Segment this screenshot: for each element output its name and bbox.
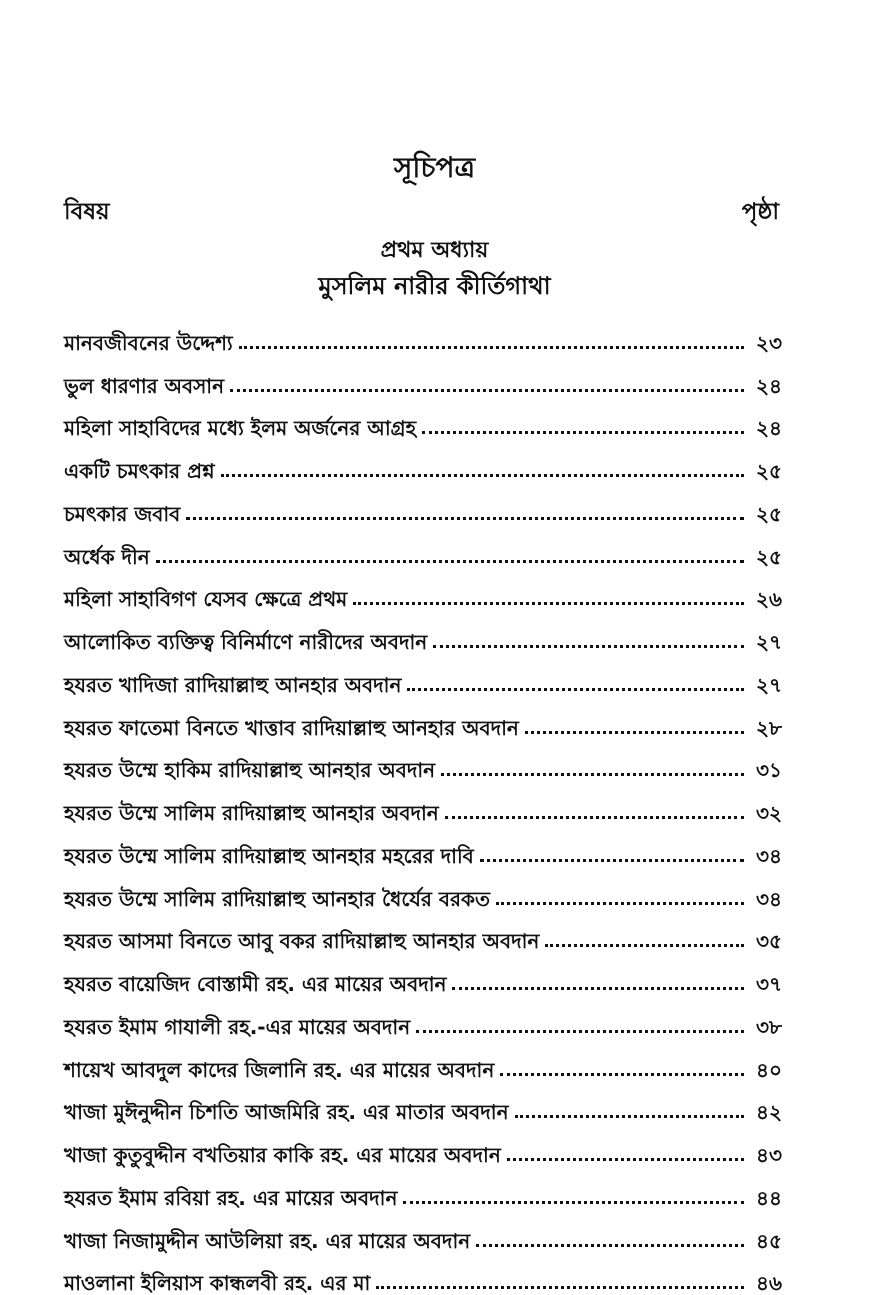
dot-leader (515, 1115, 744, 1118)
toc-entry-title: খাজা মুঈনুদ্দীন চিশতি আজমিরি রহ. এর মাতার অবদান (64, 1100, 515, 1124)
toc-entry-title: মহিলা সাহাবিদের মধ্যে ইলম অর্জনের আগ্রহ (64, 416, 422, 440)
toc-entry-page: ২৭ (744, 630, 782, 654)
toc-entry-title: হযরত ইমাম রবিয়া রহ. এর মায়ের অবদান (64, 1186, 403, 1210)
toc-entry-title: হযরত ইমাম গাযালী রহ.-এর মায়ের অবদান (64, 1015, 416, 1039)
dot-leader (500, 1073, 744, 1076)
toc-entry-page: ৩১ (744, 758, 782, 782)
toc-entry (64, 996, 782, 1039)
dot-leader (230, 389, 744, 392)
dot-leader (496, 902, 744, 905)
dot-leader (507, 1158, 744, 1161)
dot-leader (239, 346, 744, 349)
chapter-name: মুসলিম নারীর কীর্তিগাথা (0, 268, 869, 308)
dot-leader (545, 944, 744, 947)
toc-entry-title: একটি চমৎকার প্রশ্ন (64, 459, 221, 483)
toc-entry-page: ২৭ (744, 673, 782, 697)
toc-entry-page: ৪৫ (744, 1229, 782, 1253)
toc-entry-page: ২৮ (744, 716, 782, 740)
toc-entry-page: ২৪ (744, 416, 782, 440)
toc-entry-title: ভুল ধারণার অবসান (64, 374, 230, 398)
toc-entry-title: হযরত আসমা বিনতে আবু বকর রাদিয়াল্লাহু আনহার অবদান (64, 929, 545, 953)
toc-entry (64, 868, 782, 911)
dot-leader (353, 602, 744, 605)
column-header-page: পৃষ্ঠা (742, 193, 779, 232)
toc-entry-title: হযরত উম্মে সালিম রাদিয়াল্লাহু আনহার অবদান (64, 801, 445, 825)
dot-leader (422, 431, 744, 434)
toc-entry-page: ৩৭ (744, 972, 782, 996)
dot-leader (221, 474, 744, 477)
dot-leader (445, 816, 744, 819)
toc-entry (64, 782, 782, 825)
toc-entry-title: অর্ধেক দীন (64, 545, 156, 569)
toc-entry-page: ৪৩ (744, 1143, 782, 1167)
dot-leader (433, 645, 744, 648)
toc-entry (64, 569, 782, 612)
toc-entry (64, 312, 782, 355)
toc-entry (64, 953, 782, 996)
toc-entry-title: খাজা নিজামুদ্দীন আউলিয়া রহ. এর মায়ের অবদান (64, 1229, 476, 1253)
page-title: সূচিপত্র (0, 146, 869, 193)
toc-entry (64, 526, 782, 569)
toc-entry (64, 398, 782, 441)
toc-entry (64, 440, 782, 483)
dot-leader (476, 1244, 744, 1247)
dot-leader (186, 517, 744, 520)
toc-entry-page: ৪০ (744, 1058, 782, 1082)
dot-leader (441, 773, 744, 776)
toc-list (64, 312, 782, 1295)
dot-leader (376, 1286, 744, 1289)
dot-leader (407, 688, 744, 691)
toc-entry-page: ২৪ (744, 374, 782, 398)
toc-entry-page: ৪৪ (744, 1186, 782, 1210)
toc-entry-title: মহিলা সাহাবিগণ যেসব ক্ষেত্রে প্রথম (64, 587, 353, 611)
toc-entry-title: শায়েখ আবদুল কাদের জিলানি রহ. এর মায়ের অবদান (64, 1058, 500, 1082)
toc-entry-page: ৩৪ (744, 887, 782, 911)
toc-entry-title: খাজা কুতুবুদ্দীন বখতিয়ার কাকি রহ. এর মায়ের অবদান (64, 1143, 507, 1167)
toc-entry-title: আলোকিত ব্যক্তিত্ব বিনির্মাণে নারীদের অবদান (64, 630, 433, 654)
toc-entry-page: ৪৬ (744, 1271, 782, 1295)
toc-entry-title: মানবজীবনের উদ্দেশ্য (64, 331, 239, 355)
toc-entry (64, 1167, 782, 1210)
toc-entry-page: ২৩ (744, 331, 782, 355)
toc-entry-page: ৩৪ (744, 844, 782, 868)
dot-leader (156, 560, 744, 563)
toc-entry (64, 355, 782, 398)
toc-entry (64, 697, 782, 740)
toc-entry (64, 825, 782, 868)
toc-entry-title: হযরত উম্মে সালিম রাদিয়াল্লাহু আনহার মহরের দাবি (64, 844, 480, 868)
toc-entry-page: ২৬ (744, 587, 782, 611)
toc-entry-title: হযরত উম্মে হাকিম রাদিয়াল্লাহু আনহার অবদান (64, 758, 441, 782)
toc-entry (64, 1253, 782, 1295)
toc-entry-page: ২৫ (744, 459, 782, 483)
toc-entry-page: ৩৮ (744, 1015, 782, 1039)
toc-entry-title: হযরত ফাতেমা বিনতে খাত্তাব রাদিয়াল্লাহু আনহার অবদান (64, 716, 525, 740)
dot-leader (416, 1030, 744, 1033)
column-header-subject: বিষয় (64, 193, 110, 232)
toc-entry (64, 740, 782, 783)
dot-leader (403, 1201, 744, 1204)
toc-entry-page: ৩৫ (744, 929, 782, 953)
toc-entry (64, 483, 782, 526)
toc-entry-title: চমৎকার জবাব (64, 502, 186, 526)
toc-entry-title: হযরত উম্মে সালিম রাদিয়াল্লাহু আনহার ধৈর্যের বরকত (64, 887, 496, 911)
toc-entry-page: ৪২ (744, 1100, 782, 1124)
toc-entry (64, 611, 782, 654)
toc-entry (64, 911, 782, 954)
toc-entry-title: মাওলানা ইলিয়াস কান্ধলবী রহ. এর মা (64, 1271, 376, 1295)
dot-leader (452, 987, 744, 990)
toc-entry (64, 1210, 782, 1253)
toc-entry (64, 654, 782, 697)
dot-leader (525, 731, 744, 734)
toc-entry (64, 1124, 782, 1167)
dot-leader (480, 859, 744, 862)
toc-entry-page: ২৫ (744, 545, 782, 569)
toc-entry (64, 1082, 782, 1125)
toc-entry-title: হযরত বায়েজিদ বোস্তামী রহ. এর মায়ের অবদান (64, 972, 452, 996)
toc-entry-page: ৩২ (744, 801, 782, 825)
toc-entry-page: ২৫ (744, 502, 782, 526)
chapter-number: প্রথম অধ্যায় (0, 233, 869, 270)
toc-entry-title: হযরত খাদিজা রাদিয়াল্লাহু আনহার অবদান (64, 673, 407, 697)
toc-entry (64, 1039, 782, 1082)
